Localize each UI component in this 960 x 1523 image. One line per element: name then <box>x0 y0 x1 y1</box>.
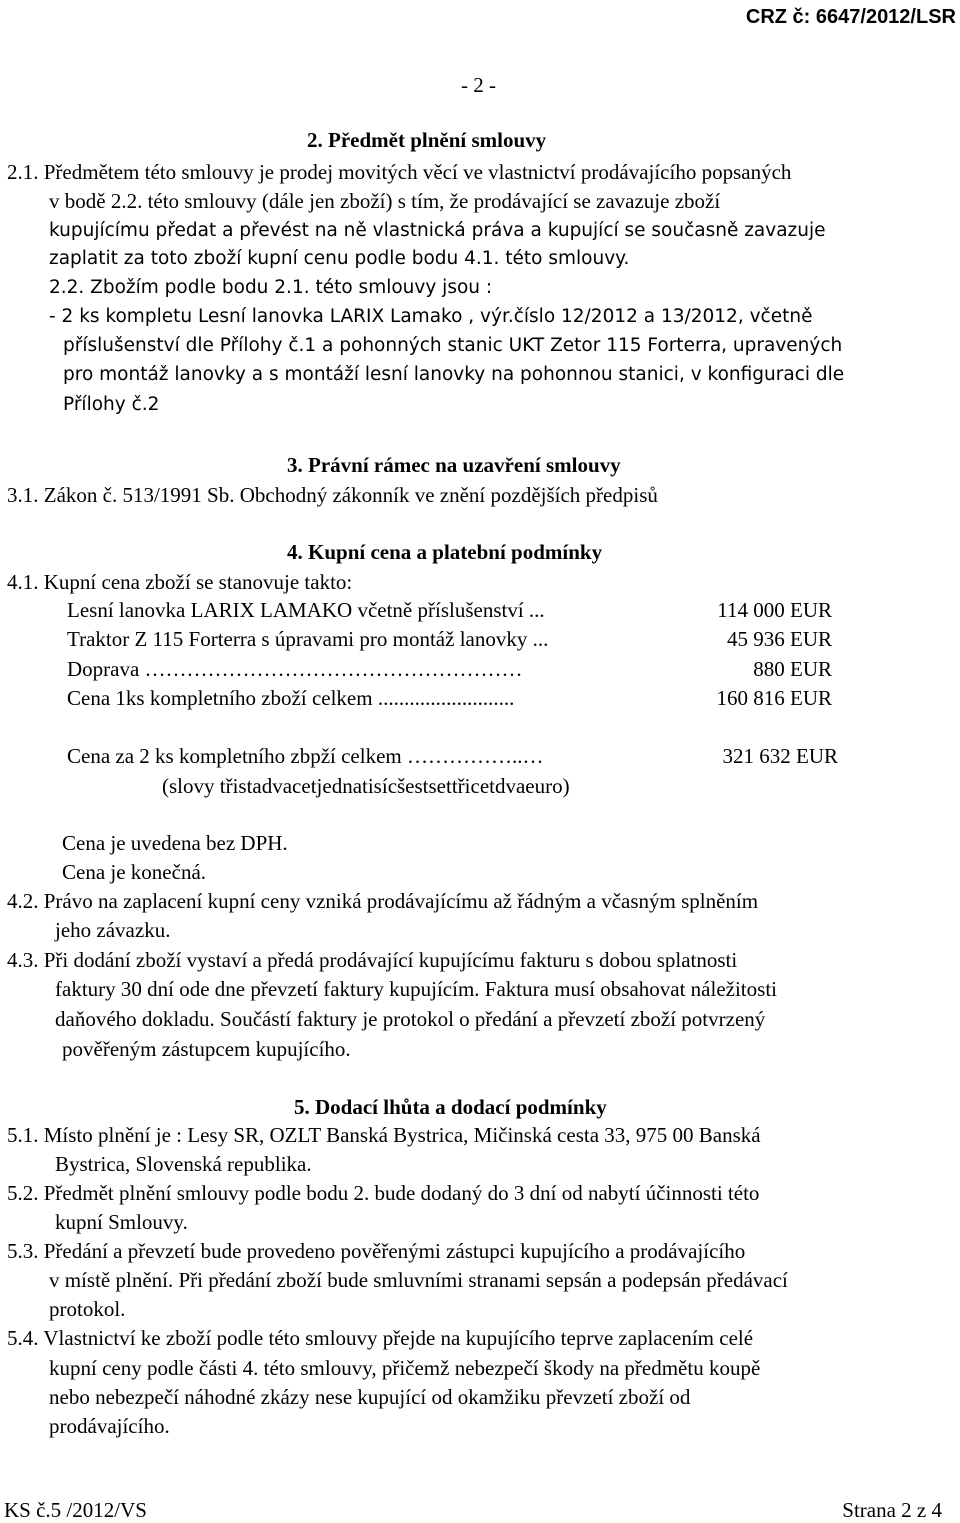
page-marker: - 2 - <box>461 73 496 97</box>
price-item-label: Traktor Z 115 Forterra s úpravami pro montáž lanovky ... <box>67 627 549 651</box>
clause-2-2-line: 2.2. Zbožím podle bodu 2.1. této smlouvy jsou : <box>49 277 493 298</box>
price-item-amount: 160 816 EUR <box>716 686 832 710</box>
clause-2-2-line: Přílohy č.2 <box>63 394 160 415</box>
price-item-amount: 880 EUR <box>753 657 832 681</box>
clause-5-3-line: protokol. <box>49 1297 126 1321</box>
clause-4-1: 4.1. Kupní cena zboží se stanovuje takto: <box>7 570 353 594</box>
footer-page-number: Strana 2 z 4 <box>842 1498 942 1522</box>
section-3-title: 3. Právní rámec na uzavření smlouvy <box>287 453 621 477</box>
clause-5-1-line: 5.1. Místo plnění je : Lesy SR, OZLT Banská Bystrica, Mičinská cesta 33, 975 00 Banská <box>7 1123 761 1147</box>
price-item-amount: 114 000 EUR <box>717 598 832 622</box>
clause-2-1-line: v bodě 2.2. této smlouvy (dále jen zboží) s tím, že prodávající se zavazuje zboží <box>49 189 721 213</box>
clause-5-1-line: Bystrica, Slovenská republika. <box>55 1152 312 1176</box>
price-in-words: (slovy třistadvacetjednatisícšestsettřicetdvaeuro) <box>162 774 570 798</box>
section-5-title: 5. Dodací lhůta a dodací podmínky <box>294 1095 607 1119</box>
price-item-label: Lesní lanovka LARIX LAMAKO včetně příslušenství ... <box>67 598 545 622</box>
clause-4-3-line: faktury 30 dní ode dne převzetí faktury kupujícím. Faktura musí obsahovat náležitosti <box>55 977 777 1001</box>
clause-4-3-line: pověřeným zástupcem kupujícího. <box>62 1037 351 1061</box>
price-item-amount: 45 936 EUR <box>727 627 832 651</box>
clause-4-2-line: jeho závazku. <box>55 918 171 942</box>
clause-2-1-line: 2.1. Předmětem této smlouvy je prodej movitých věcí ve vlastnictví prodávajícího popsaných <box>7 160 792 184</box>
section-2-title: 2. Předmět plnění smlouvy <box>307 128 547 152</box>
clause-5-2-line: 5.2. Předmět plnění smlouvy podle bodu 2. bude dodaný do 3 dní od nabytí účinnosti této <box>7 1181 760 1205</box>
clause-2-1-line: zaplatit za toto zboží kupní cenu podle bodu 4.1. této smlouvy. <box>49 248 630 269</box>
clause-2-2-line: pro montáž lanovky a s montáží lesní lanovky na pohonnou stanici, v konfiguraci dle <box>63 364 845 385</box>
section-4-title: 4. Kupní cena a platební podmínky <box>287 540 603 564</box>
clause-5-4-line: nebo nebezpečí náhodné zkázy nese kupující od okamžiku převzetí zboží od <box>49 1385 691 1409</box>
clause-2-2-line: - 2 ks kompletu Lesní lanovka LARIX Lamako , výr.číslo 12/2012 a 13/2012, včetně <box>49 306 813 327</box>
price-total-amount: 321 632 EUR <box>722 744 838 768</box>
clause-5-2-line: kupní Smlouvy. <box>55 1210 188 1234</box>
clause-5-3-line: v místě plnění. Při předání zboží bude smluvními stranami sepsán a podepsán předávací <box>49 1268 788 1292</box>
clause-4-2-line: 4.2. Právo na zaplacení kupní ceny vzniká prodávajícímu až řádným a včasným splněním <box>7 889 759 913</box>
price-item-label: Doprava ……………………………………………… <box>67 657 523 681</box>
document-reference: CRZ č: 6647/2012/LSR <box>745 6 956 28</box>
price-item-label: Cena 1ks kompletního zboží celkem .......................... <box>67 686 515 710</box>
price-total-label: Cena za 2 ks kompletního zbpží celkem ……………..… <box>67 744 544 768</box>
footer-reference: KS č.5 /2012/VS <box>4 1498 147 1522</box>
clause-4-3-line: 4.3. Při dodání zboží vystaví a předá prodávající kupujícímu fakturu s dobou splatnosti <box>7 948 738 972</box>
price-final-note: Cena je konečná. <box>62 860 207 884</box>
clause-5-3-line: 5.3. Předání a převzetí bude provedeno pověřenými zástupci kupujícího a prodávajícího <box>7 1239 746 1263</box>
clause-4-3-line: daňového dokladu. Součástí faktury je protokol o předání a převzetí zboží potvrzený <box>55 1007 766 1031</box>
price-vat-note: Cena je uvedena bez DPH. <box>62 831 288 855</box>
clause-2-2-line: příslušenství dle Přílohy č.1 a pohonných stanic UKT Zetor 115 Forterra, upravených <box>63 335 843 356</box>
clause-5-4-line: prodávajícího. <box>49 1414 170 1438</box>
clause-2-1-line: kupujícímu předat a převést na ně vlastnická práva a kupující se současně zavazuje <box>49 220 826 241</box>
clause-5-4-line: kupní ceny podle části 4. této smlouvy, přičemž nebezpečí škody na předmětu koupě <box>49 1356 761 1380</box>
clause-3-1: 3.1. Zákon č. 513/1991 Sb. Obchodný zákonník ve znění pozdějších předpisů <box>7 483 658 507</box>
clause-5-4-line: 5.4. Vlastnictví ke zboží podle této smlouvy přejde na kupujícího teprve zaplacením celé <box>7 1326 754 1350</box>
